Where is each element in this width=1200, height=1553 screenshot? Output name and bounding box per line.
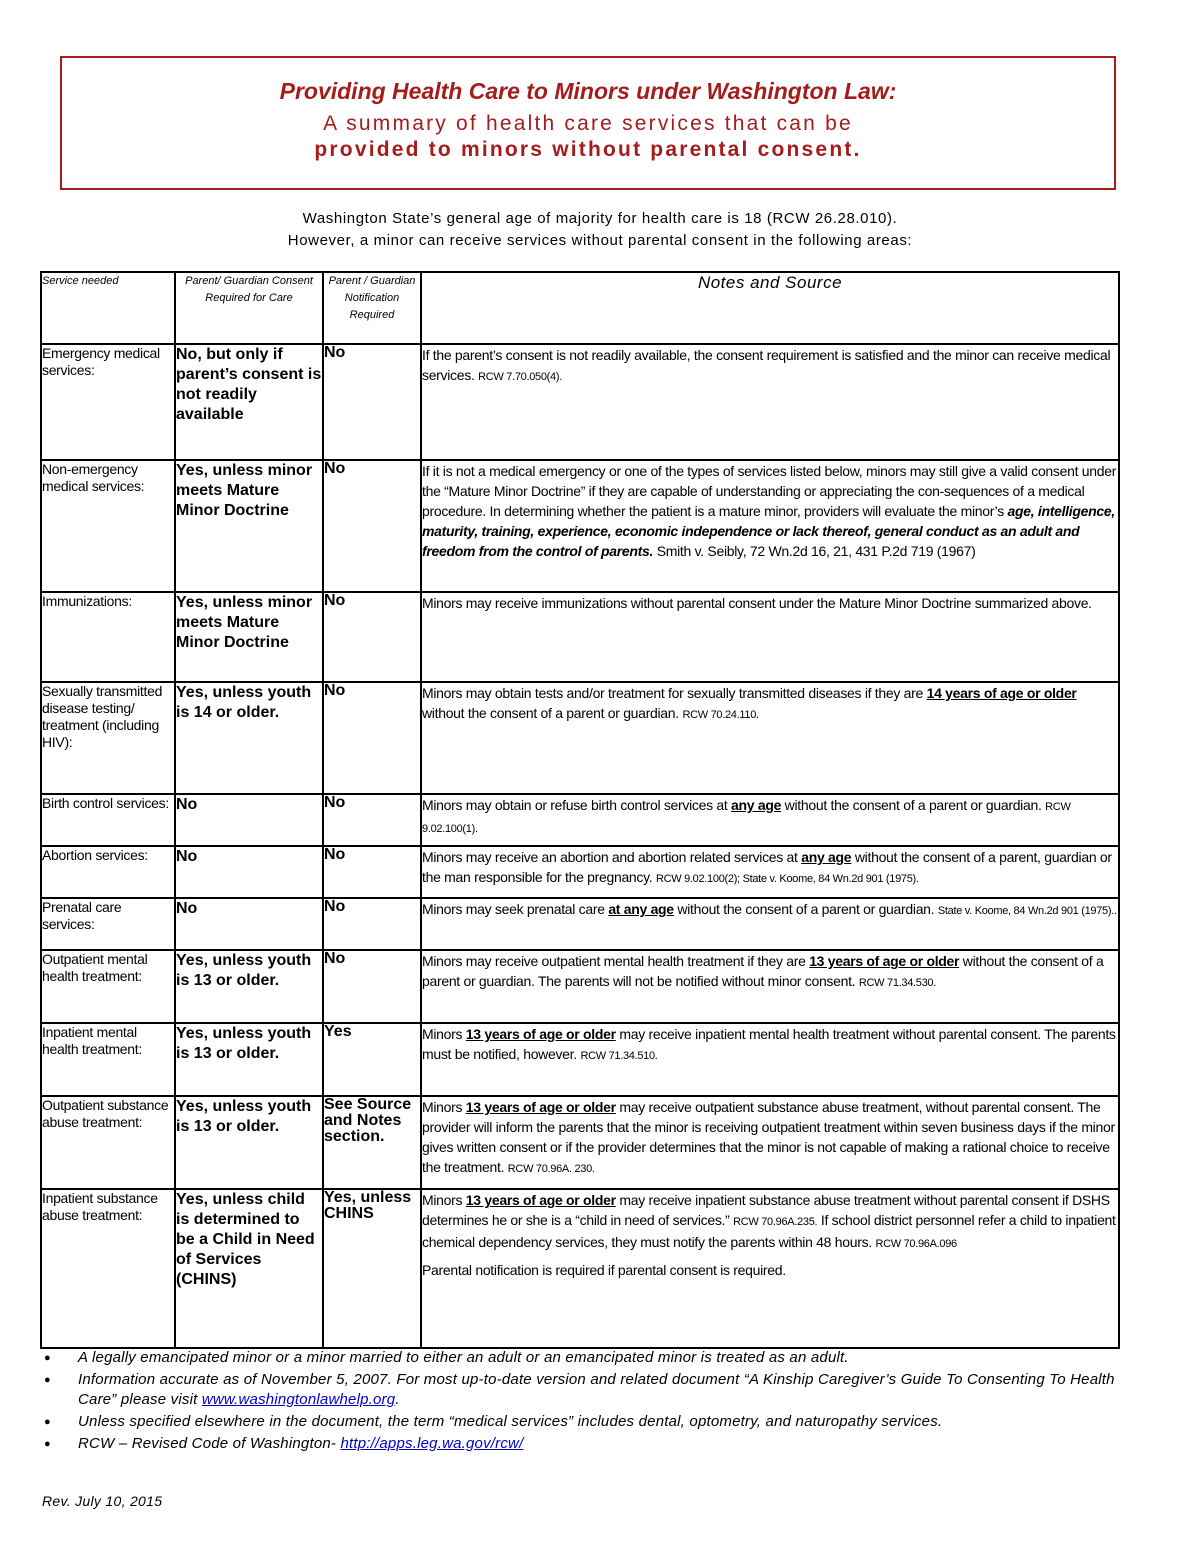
- bullet-icon: ●: [44, 1352, 51, 1364]
- table-row: [41, 950, 1119, 1023]
- citation: RCW 7.70.050(4).: [478, 371, 562, 383]
- notes-segment: Minors: [422, 1026, 466, 1042]
- notes-text: [422, 593, 1118, 613]
- subtitle-line-1: A summary of health care services that can be: [323, 112, 853, 135]
- revision-date: Rev. July 10, 2015: [42, 1493, 163, 1509]
- consent-cell: Yes, unless youth is 13 or older.: [175, 1023, 323, 1096]
- notification-cell: No: [323, 950, 421, 1023]
- service-cell: Outpatient substance abuse treatment:: [41, 1096, 175, 1189]
- footnote-text: Information accurate as of November 5, 2007. For most up-to-date version and related document “A Kinship Caregiver’s Guide To Consenting To Health Care” please visit: [78, 1371, 1115, 1408]
- notification-cell: No: [323, 592, 421, 682]
- notes-segment: Minors: [422, 1192, 466, 1208]
- footnote-text: RCW – Revised Code of Washington-: [78, 1435, 341, 1452]
- table-row: [41, 1023, 1119, 1096]
- consent-cell: Yes, unless youth is 13 or older.: [175, 1096, 323, 1189]
- footnote-item: [44, 1348, 1130, 1368]
- consent-cell: No: [175, 794, 323, 846]
- notes-segment: any age: [801, 849, 852, 865]
- notes-segment: without the consent of a parent, guardian or the man responsible for the pregnancy.: [422, 849, 1112, 885]
- consent-cell: Yes, unless minor meets Mature Minor Doctrine: [175, 592, 323, 682]
- table-row: [41, 898, 1119, 950]
- service-cell: Prenatal care services:: [41, 898, 175, 950]
- footnote-text-end: .: [395, 1391, 400, 1408]
- intro-line-2: However, a minor can receive services without parental consent in the following areas:: [287, 232, 913, 249]
- notes-cell: [421, 1096, 1119, 1189]
- citation: RCW 70.24.110.: [682, 709, 759, 721]
- footnote-item: [44, 1412, 1130, 1432]
- table-row: [41, 846, 1119, 898]
- document-title: Providing Health Care to Minors under Washington Law:: [279, 78, 897, 104]
- notes-cell: [421, 950, 1119, 1023]
- notes-segment: may receive inpatient mental health treatment without parental consent. The parents must be notified, however.: [422, 1026, 1116, 1062]
- notes-segment: without the consent of a parent or guardian. The parents will not be notified without minor consent.: [422, 953, 1104, 989]
- notification-cell: No: [323, 794, 421, 846]
- notes-cell: [421, 794, 1119, 846]
- notes-text: [422, 461, 1118, 561]
- notes-cell: [421, 1189, 1119, 1348]
- notes-segment: without the consent of a parent or guardian.: [673, 901, 938, 917]
- notes-segment: may receive inpatient substance abuse treatment without parental consent if DSHS determines he or she is a “child in need of services.”: [422, 1192, 1110, 1228]
- notification-cell: No: [323, 898, 421, 950]
- citation: RCW 71.34.510.: [580, 1050, 658, 1062]
- notes-text: [422, 683, 1118, 725]
- notes-segment: Minors may obtain or refuse birth control services at: [422, 797, 732, 813]
- table-row: [41, 344, 1119, 460]
- service-cell: Birth control services:: [41, 794, 175, 846]
- notes-segment: Minors may receive immunizations without parental consent under the Mature Minor Doctrine summarized above.: [422, 595, 1092, 611]
- footnote-item: [44, 1434, 1130, 1454]
- notes-text: [422, 1024, 1118, 1066]
- notes-segment: may receive outpatient substance abuse treatment, without parental consent. The provider will inform the parents that the minor is receiving outpatient treatment within seven business days if the minor gives written consent or if the provider determines that the minor is not capable of making a rational choice to receive the treatment.: [422, 1099, 1115, 1175]
- notes-segment: 13 years of age or older: [465, 1099, 616, 1115]
- citation: RCW 70.96A. 230.: [507, 1163, 595, 1175]
- footnote-text: Unless specified elsewhere in the document, the term “medical services” includes dental, optometry, and naturopathy services.: [78, 1413, 943, 1430]
- notes-segment: Minors may seek prenatal care: [422, 901, 609, 917]
- footnotes-list: [40, 1348, 1130, 1456]
- consent-cell: Yes, unless minor meets Mature Minor Doctrine: [175, 460, 323, 592]
- notes-segment: Smith v. Seibly, 72 Wn.2d 16, 21, 431 P.2d 719 (1967): [653, 543, 976, 559]
- citation: RCW 70.96A.235.: [733, 1216, 818, 1228]
- notes-segment: at any age: [608, 901, 674, 917]
- notes-cell: [421, 592, 1119, 682]
- notes-segment: Minors may receive outpatient mental health treatment if they are: [422, 953, 810, 969]
- notes-text: [422, 1190, 1118, 1254]
- notes-cell: [421, 898, 1119, 950]
- notes-cell: [421, 846, 1119, 898]
- service-cell: Sexually transmitted disease testing/ treatment (including HIV):: [41, 682, 175, 794]
- notes-text: [422, 951, 1118, 993]
- citation: RCW 71.34.530.: [858, 977, 937, 989]
- footnote-text: A legally emancipated minor or a minor married to either an adult or an emancipated minor is treated as an adult.: [78, 1349, 849, 1366]
- notes-segment: If the parent’s consent is not readily available, the consent requirement is satisfied and the minor can receive medical services.: [422, 347, 1111, 383]
- notes-segment: Minors: [422, 1099, 466, 1115]
- consent-cell: Yes, unless child is determined to be a Child in Need of Services (CHINS): [175, 1189, 323, 1348]
- bullet-icon: ●: [44, 1416, 51, 1428]
- notes-segment: If school district personnel refer a child to inpatient chemical dependency services, they must notify the parents within 48 hours.: [422, 1212, 1116, 1250]
- notes-segment: age, intelligence, maturity, training, experience, economic independence or lack thereof, general conduct as an adult and freedom from the control of parents.: [422, 503, 1115, 559]
- table-row: [41, 682, 1119, 794]
- intro-line-1: Washington State’s general age of majority for health care is 18 (RCW 26.28.010).: [302, 210, 898, 227]
- notes-segment: 13 years of age or older: [465, 1192, 616, 1208]
- notification-cell: No: [323, 460, 421, 592]
- service-cell: Non-emergency medical services:: [41, 460, 175, 592]
- service-cell: Abortion services:: [41, 846, 175, 898]
- notes-segment: without the consent of a parent or guardian.: [781, 797, 1046, 813]
- subtitle-line-2: provided to minors without parental consent.: [314, 138, 862, 161]
- notification-cell: No: [323, 846, 421, 898]
- service-cell: Outpatient mental health treatment:: [41, 950, 175, 1023]
- notes-cell: [421, 344, 1119, 460]
- notes-segment: Minors may receive an abortion and abortion related services at: [422, 849, 802, 865]
- citation: State v. Koome, 84 Wn.2d 901 (1975)..: [937, 905, 1117, 917]
- notes-cell: [421, 682, 1119, 794]
- consent-cell: No: [175, 846, 323, 898]
- table-body: [41, 344, 1119, 1348]
- header-consent: Parent/ Guardian Consent Required for Care: [175, 272, 323, 344]
- service-cell: Inpatient substance abuse treatment:: [41, 1189, 175, 1348]
- notification-cell: No: [323, 682, 421, 794]
- consent-cell: No: [175, 898, 323, 950]
- bullet-icon: ●: [44, 1374, 51, 1386]
- notification-cell: See Source and Notes section.: [323, 1096, 421, 1189]
- notes-segment: 13 years of age or older: [809, 953, 960, 969]
- header-service: Service needed: [41, 272, 175, 344]
- notes-text: [422, 795, 1118, 839]
- notes-segment: Minors may obtain tests and/or treatment for sexually transmitted diseases if they are: [422, 685, 927, 701]
- notes-text: [422, 345, 1118, 387]
- services-table: [40, 271, 1120, 1349]
- notes-segment: any age: [731, 797, 782, 813]
- bullet-icon: ●: [44, 1438, 51, 1450]
- table-row: [41, 1189, 1119, 1348]
- table-row: [41, 794, 1119, 846]
- notes-cell: [421, 460, 1119, 592]
- table-row: [41, 592, 1119, 682]
- notes-text: [422, 899, 1118, 921]
- consent-cell: No, but only if parent’s consent is not readily available: [175, 344, 323, 460]
- header-notes: Notes and Source: [421, 272, 1119, 344]
- header-notification: Parent / Guardian Notification Required: [323, 272, 421, 344]
- notes-segment: without the consent of a parent or guardian.: [422, 705, 683, 721]
- notification-cell: Yes, unless CHINS: [323, 1189, 421, 1348]
- footnote-link[interactable]: http://apps.leg.wa.gov/rcw/: [340, 1435, 524, 1452]
- notes-segment: 14 years of age or older: [926, 685, 1077, 701]
- table-row: [41, 460, 1119, 592]
- notes-text: [422, 1097, 1118, 1179]
- footnote-item: [44, 1370, 1130, 1410]
- notes-extra: Parental notification is required if parental consent is required.: [422, 1262, 786, 1278]
- notes-segment: If it is not a medical emergency or one of the types of services listed below, minors may still give a valid consent under the “Mature Minor Doctrine” if they are capable of understanding or appreciating the con-sequences of a medical procedure. In determining whether the patient is a mature minor, providers will evaluate the minor’s: [422, 463, 1117, 519]
- notes-cell: [421, 1023, 1119, 1096]
- notes-segment: 13 years of age or older: [465, 1026, 616, 1042]
- citation: RCW 70.96A.096: [875, 1238, 957, 1250]
- title-box: [60, 56, 1116, 190]
- document-subtitle: [62, 111, 1114, 163]
- notes-text: [422, 847, 1118, 889]
- service-cell: Immunizations:: [41, 592, 175, 682]
- service-cell: Inpatient mental health treatment:: [41, 1023, 175, 1096]
- consent-cell: Yes, unless youth is 13 or older.: [175, 950, 323, 1023]
- citation: RCW 9.02.100(1).: [422, 801, 1071, 835]
- table-row: [41, 1096, 1119, 1189]
- service-cell: Emergency medical services:: [41, 344, 175, 460]
- notification-cell: No: [323, 344, 421, 460]
- consent-cell: Yes, unless youth is 14 or older.: [175, 682, 323, 794]
- notification-cell: Yes: [323, 1023, 421, 1096]
- citation: RCW 9.02.100(2); State v. Koome, 84 Wn.2d 901 (1975).: [655, 873, 919, 885]
- footnote-link[interactable]: www.washingtonlawhelp.org: [201, 1391, 396, 1408]
